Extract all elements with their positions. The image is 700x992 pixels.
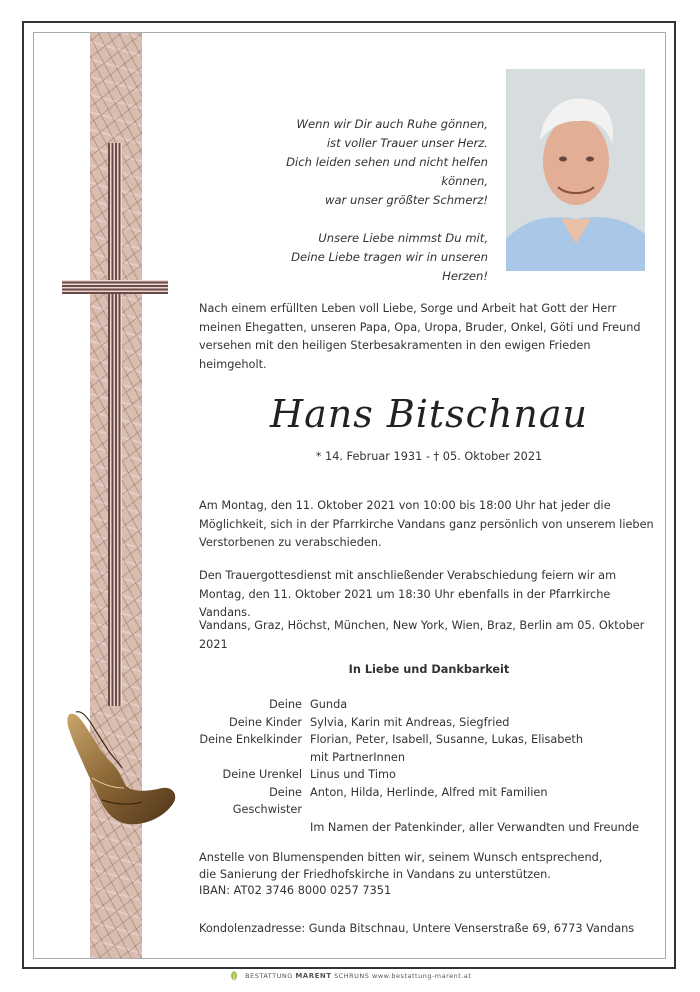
farewell-text: Am Montag, den 11. Oktober 2021 von 10:00 bis 18:00 Uhr hat jeder die Möglichkeit, sich in der Pfarrkirche Vandans ganz persönlich von unserem lieben Verstorbenen zu verabschieden. bbox=[199, 499, 654, 549]
condolence-address: Kondolenzadresse: Gunda Bitschnau, Untere Venserstraße 69, 6773 Vandans bbox=[199, 922, 635, 935]
family-value: Linus und Timo bbox=[310, 768, 396, 781]
footer-brand-b: MARENT bbox=[295, 972, 332, 980]
service-text: Den Trauergottesdienst mit anschließender Verabschiedung feiern wir am Montag, den 11. Oktober 2021 um 18:30 Uhr ebenfalls in der Pfarrkirche Vandans. bbox=[199, 569, 617, 619]
iban-line: IBAN: AT02 3746 8000 0257 7351 bbox=[199, 884, 392, 897]
poem-line: war unser größter Schmerz! bbox=[324, 193, 488, 207]
footer-url: www.bestattung-marent.at bbox=[372, 972, 472, 980]
family-value: Im Namen der Patenkinder, aller Verwandten und Freunde bbox=[310, 820, 639, 834]
praying-hands-icon bbox=[62, 708, 182, 833]
family-row bbox=[199, 766, 639, 784]
family-label bbox=[199, 749, 310, 767]
donation-text bbox=[199, 850, 659, 900]
family-value: Anton, Hilda, Herlinde, Alfred mit Familien bbox=[310, 785, 548, 799]
cross-vertical-beam bbox=[108, 143, 122, 706]
poem bbox=[250, 115, 488, 286]
poem-line: Unsere Liebe nimmst Du mit, bbox=[318, 231, 488, 245]
places-date-text: Vandans, Graz, Höchst, München, New York, Wien, Braz, Berlin am 05. Oktober 2021 bbox=[199, 619, 645, 651]
donation-line: Anstelle von Blumenspenden bitten wir, seinem Wunsch entsprechend, bbox=[199, 851, 603, 864]
family-value: mit PartnerInnen bbox=[310, 750, 405, 764]
family-row bbox=[199, 819, 639, 837]
portrait-photo bbox=[506, 69, 645, 271]
intro-text: Nach einem erfüllten Leben voll Liebe, Sorge und Arbeit hat Gott der Herr meinen Ehegatten, unseren Papa, Opa, Uropa, Bruder, Onkel, Göti und Freund versehen mit den heiligen Sterbesakramenten in den ewigen Frieden heimgeholt. bbox=[199, 302, 641, 371]
poem-line: Dich leiden sehen und nicht helfen können, bbox=[286, 155, 488, 188]
family-value: Gunda bbox=[310, 698, 348, 711]
family-row bbox=[199, 714, 639, 732]
cross-horizontal-beam bbox=[62, 280, 168, 294]
life-dates: * 14. Februar 1931 - † 05. Oktober 2021 bbox=[315, 450, 543, 463]
footer-brand-a: BESTATTUNG bbox=[245, 972, 293, 980]
family-label: Deine Kinder bbox=[229, 715, 302, 729]
family-label: Deine Enkelkinder bbox=[199, 733, 302, 746]
poem-line: Wenn wir Dir auch Ruhe gönnen, bbox=[296, 117, 488, 131]
poem-line: Deine Liebe tragen wir in unseren Herzen! bbox=[291, 250, 488, 283]
leaf-logo-icon bbox=[229, 970, 239, 982]
family-label: Deine bbox=[269, 698, 302, 711]
footer bbox=[0, 970, 700, 982]
family-label bbox=[199, 819, 310, 837]
deceased-name: Hans Bitschnau bbox=[269, 392, 589, 436]
family-row bbox=[199, 696, 639, 714]
family-row bbox=[199, 749, 639, 767]
family-list bbox=[199, 696, 639, 836]
family-row bbox=[199, 784, 639, 819]
footer-brand-c: SCHRUNS bbox=[334, 972, 370, 980]
family-label: Deine Geschwister bbox=[232, 785, 302, 816]
family-row bbox=[199, 731, 639, 749]
poem-line: ist voller Trauer unser Herz. bbox=[326, 136, 488, 150]
family-value: Florian, Peter, Isabell, Susanne, Lukas, Elisabeth bbox=[310, 733, 583, 746]
family-heading: In Liebe und Dankbarkeit bbox=[348, 663, 510, 676]
donation-line: die Sanierung der Friedhofskirche in Vandans zu unterstützen. bbox=[199, 867, 551, 881]
family-value: Sylvia, Karin mit Andreas, Siegfried bbox=[310, 715, 510, 729]
family-label: Deine Urenkel bbox=[222, 768, 302, 781]
